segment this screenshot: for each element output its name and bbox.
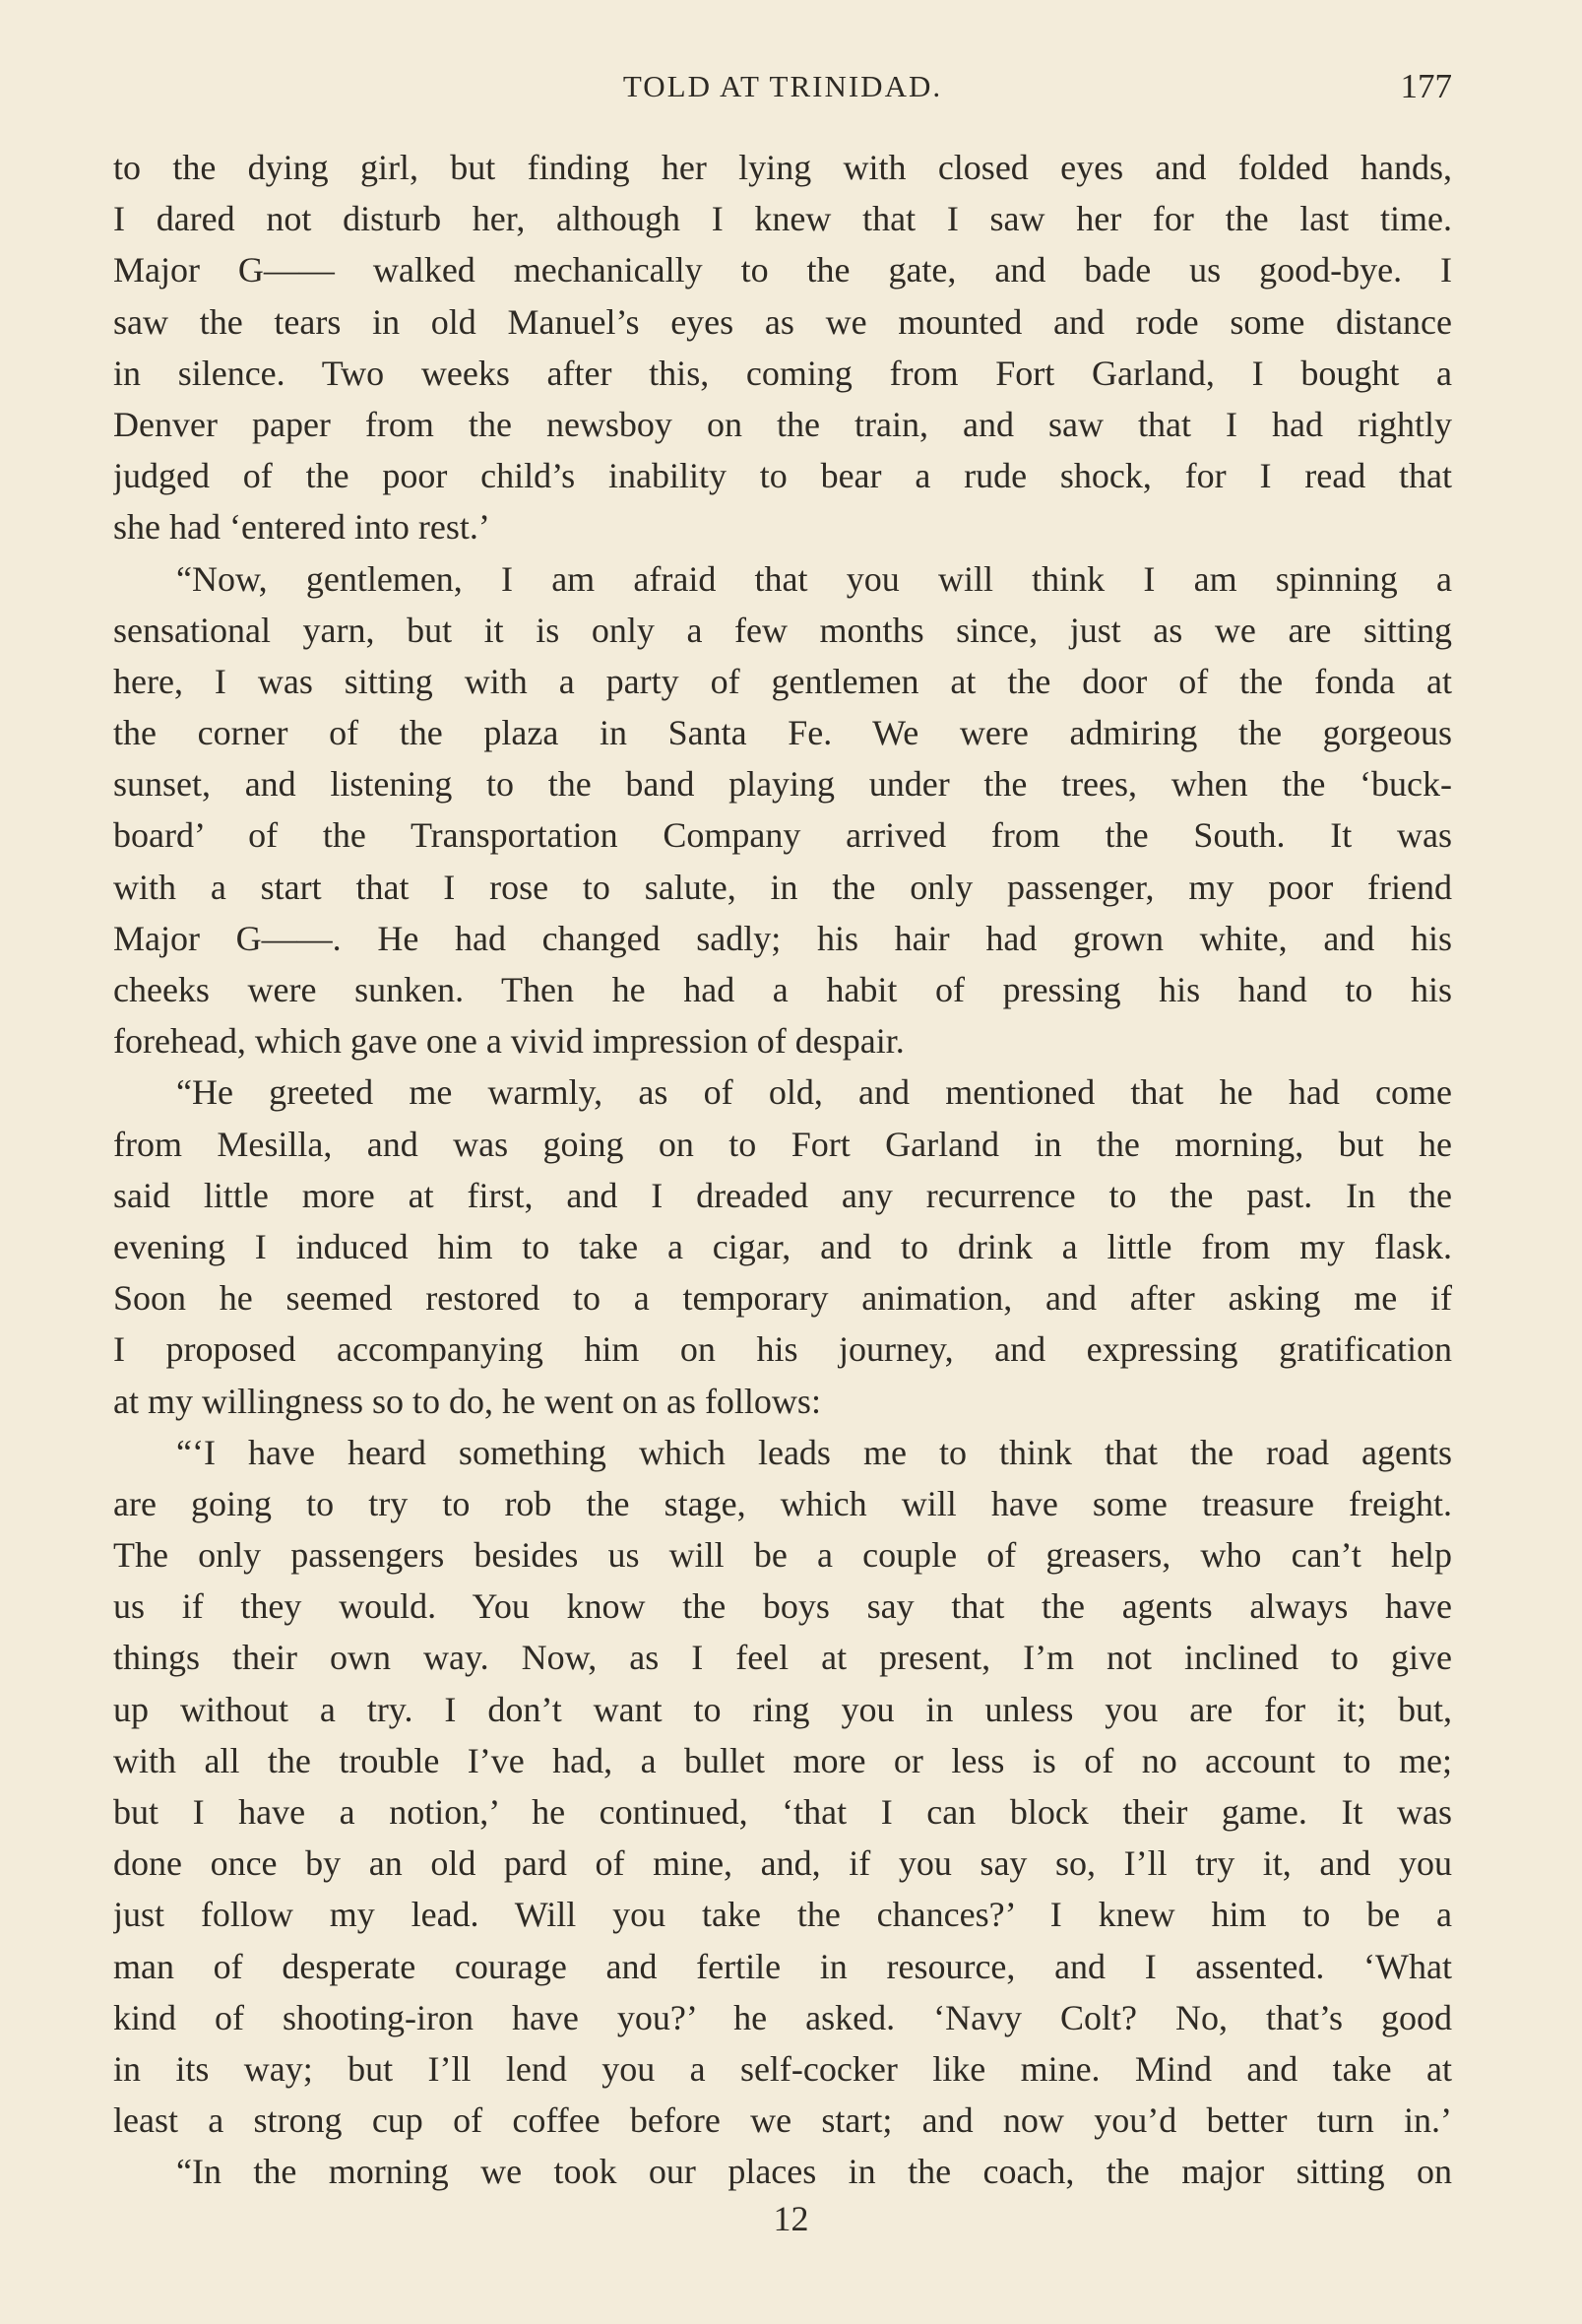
text-line: board’ of the Transportation Company arrived from the South. It was: [113, 815, 1452, 856]
text-line: least a strong cup of coffee before we start; and now you’d better turn in.’: [113, 2100, 1452, 2141]
page-number: 177: [1400, 67, 1452, 105]
text-line: things their own way. Now, as I feel at present, I’m not inclined to give: [113, 1638, 1452, 1678]
running-head: [113, 69, 1452, 114]
text-line: the corner of the plaza in Santa Fe. We were admiring the gorgeous: [113, 713, 1452, 753]
text-line: “Now, gentlemen, I am afraid that you will think I am spinning a: [176, 558, 1452, 599]
text-line: Denver paper from the newsboy on the train, and saw that I had rightly: [113, 404, 1452, 444]
text-line: saw the tears in old Manuel’s eyes as we mounted and rode some distance: [113, 301, 1452, 342]
text-line: judged of the poor child’s inability to bear a rude shock, for I read that: [113, 456, 1452, 496]
text-line: cheeks were sunken. Then he had a habit of pressing his hand to his: [113, 970, 1452, 1009]
text-line: evening I induced him to take a cigar, and to drink a little from my flask.: [113, 1226, 1452, 1266]
text-line: done once by an old pard of mine, and, if you say so, I’ll try it, and you: [113, 1843, 1452, 1884]
text-line: forehead, which gave one a vivid impression of despair.: [113, 1021, 905, 1062]
text-line: she had ‘entered into rest.’: [113, 507, 490, 548]
text-line: up without a try. I don’t want to ring you in unless you are for it; but,: [113, 1689, 1452, 1729]
text-line: Soon he seemed restored to a temporary animation, and after asking me if: [113, 1278, 1452, 1319]
body-text: [113, 142, 1452, 2198]
text-line: sunset, and listening to the band playing under the trees, when the ‘buck-: [113, 764, 1452, 805]
text-line: said little more at first, and I dreaded any recurrence to the past. In the: [113, 1175, 1452, 1215]
text-line: to the dying girl, but finding her lying with closed eyes and folded hands,: [113, 148, 1452, 187]
text-line: man of desperate courage and fertile in resource, and I assented. ‘What: [113, 1946, 1452, 1986]
text-line: us if they would. You know the boys say that the agents always have: [113, 1586, 1452, 1627]
signature-mark: 12: [773, 2199, 809, 2238]
text-line: but I have a notion,’ he continued, ‘that I can block their game. It was: [113, 1792, 1452, 1832]
text-line: I dared not disturb her, although I knew that I saw her for the last time.: [113, 199, 1452, 239]
text-line: “In the morning we took our places in the coach, the major sitting on: [176, 2152, 1452, 2192]
text-line: sensational yarn, but it is only a few months since, just as we are sitting: [113, 610, 1452, 650]
text-line: are going to try to rob the stage, which will have some treasure freight.: [113, 1483, 1452, 1523]
text-line: Major G—— walked mechanically to the gate, and bade us good-bye. I: [113, 250, 1452, 290]
text-line: “He greeted me warmly, as of old, and mentioned that he had come: [176, 1072, 1452, 1113]
text-line: “‘I have heard something which leads me to think that the road agents: [176, 1432, 1452, 1472]
text-line: in its way; but I’ll lend you a self-cocker like mine. Mind and take at: [113, 2048, 1452, 2089]
text-line: I proposed accompanying him on his journey, and expressing gratification: [113, 1329, 1452, 1370]
text-line: kind of shooting-iron have you?’ he asked. ‘Navy Colt? No, that’s good: [113, 1997, 1452, 2037]
text-line: just follow my lead. Will you take the chances?’ I knew him to be a: [113, 1895, 1452, 1935]
text-line: in silence. Two weeks after this, coming from Fort Garland, I bought a: [113, 353, 1452, 393]
text-line: here, I was sitting with a party of gentlemen at the door of the fonda at: [113, 661, 1452, 701]
text-line: with all the trouble I’ve had, a bullet more or less is of no account to me;: [113, 1740, 1452, 1780]
text-line: Major G——. He had changed sadly; his hair had grown white, and his: [113, 918, 1452, 958]
running-title: TOLD AT TRINIDAD.: [622, 69, 943, 103]
text-line: with a start that I rose to salute, in the only passenger, my poor friend: [113, 867, 1452, 907]
text-line: at my willingness so to do, he went on as follows:: [113, 1381, 821, 1421]
text-line: The only passengers besides us will be a couple of greasers, who can’t help: [113, 1535, 1452, 1576]
text-line: from Mesilla, and was going on to Fort Garland in the morning, but he: [113, 1124, 1452, 1164]
